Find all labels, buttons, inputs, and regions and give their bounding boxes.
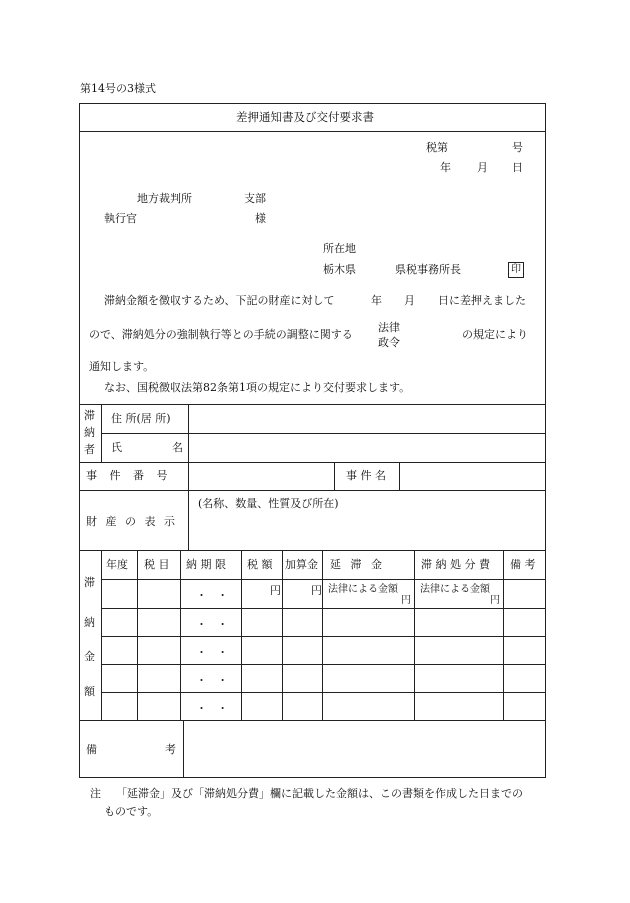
amount-side-3: 金 [84,650,95,663]
delinquent-side-3: 者 [84,443,95,456]
remarks-divider [183,720,184,778]
table-col-line [414,550,415,720]
body-line1-year: 年 [371,294,382,307]
body-line2-end: の規定により [462,328,528,341]
due-date-dots: ・ ・ [196,589,232,602]
case-number-label: 事 件 番 号 [86,469,168,482]
late-fee-yen: 円 [401,595,411,606]
amount-side-4: 額 [84,685,95,698]
disposition-yen: 円 [490,595,500,606]
body-line4: なお、国税徴収法第82条第1項の規定により交付要求します。 [104,381,411,394]
property-label: 財 産 の 表 示 [86,515,175,528]
honorific: 様 [255,212,266,225]
table-col-line [503,550,504,720]
amount-side-2: 納 [84,616,95,629]
disposition-legal: 法律による金額 [420,584,490,595]
header-disposition-cost: 滞 納 処 分 費 [421,558,490,571]
table-header-divider [101,579,546,580]
body-line2: ので、滞納処分の強制執行等との手続の調整に関する [89,328,353,341]
yen-additional: 円 [311,584,322,597]
yen-tax-amount: 円 [270,584,281,597]
address-label: 住 所(居 所) [111,412,171,425]
due-date-dots: ・ ・ [196,646,232,659]
form-number: 第14号の3様式 [80,82,156,95]
note-line1: 「延滞金」及び「滞納処分費」欄に記載した金額は、この書類を作成した日までの [116,787,523,800]
header-late-fee: 延 滞 金 [330,558,382,571]
table-col-line [241,550,242,720]
remarks-label-1: 備 [86,743,97,756]
label-column-divider [188,404,189,550]
table-col-line [101,550,102,720]
document-title: 差押通知書及び交付要求書 [236,110,374,124]
date-day: 日 [512,161,523,174]
remarks-label-2: 考 [165,743,176,756]
body-divider [79,404,546,405]
delinquent-side-divider [101,404,102,462]
branch-label: 支部 [244,192,266,205]
header-notes: 備 考 [510,558,536,571]
delinquent-side-1: 滞 [84,409,95,422]
tax-prefix: 税第 [426,141,448,154]
case-divider-v1 [334,462,335,490]
seal-box: 印 [508,262,524,278]
location-label: 所在地 [323,242,356,255]
table-col-line [322,550,323,720]
ordinance-option: 政令 [378,336,400,349]
body-line1-month: 月 [404,294,415,307]
name-label-2: 名 [172,441,183,454]
delinquent-divider [79,462,546,463]
due-date-dots: ・ ・ [196,618,232,631]
header-additional: 加算金 [285,558,318,571]
due-date-dots: ・ ・ [196,702,232,715]
office-label: 県税事務所長 [395,263,461,276]
due-date-dots: ・ ・ [196,674,232,687]
prefecture-label: 栃木県 [323,263,356,276]
name-label-1: 氏 [111,441,122,454]
table-row-divider [101,692,546,693]
table-col-line [180,550,181,720]
late-fee-legal: 法律による金額 [328,584,398,595]
date-year: 年 [440,161,451,174]
property-hint: (名称、数量、性質及び所在) [198,497,339,510]
case-divider [79,490,546,491]
table-row-divider [101,608,546,609]
body-line1: 滞納金額を徴収するため、下記の財産に対して [104,294,335,307]
law-option: 法律 [378,321,400,334]
title-divider [79,131,546,132]
case-name-label: 事 件 名 [346,469,386,482]
header-due-date: 納 期 限 [186,558,226,571]
table-bottom-divider [79,720,546,721]
officer-label: 執行官 [104,212,137,225]
date-month: 月 [477,161,488,174]
delinquent-side-2: 納 [84,426,95,439]
court-label: 地方裁判所 [137,192,192,205]
note-prefix: 注 [90,787,101,800]
case-divider-v2 [399,462,400,490]
table-row-divider [101,636,546,637]
header-tax-amount: 税 額 [247,558,273,571]
body-line3: 通知します。 [89,360,155,373]
amount-side-1: 滞 [84,576,95,589]
note-line2: ものです。 [104,805,159,818]
table-row-divider [101,664,546,665]
header-fiscal-year: 年度 [106,558,128,571]
property-divider [79,550,546,551]
header-tax-item: 税 目 [144,558,170,571]
table-col-line [137,550,138,720]
number-suffix: 号 [512,141,523,154]
table-col-line [282,550,283,720]
body-line1-end: 日に差押えました [438,294,526,307]
address-divider [101,433,546,434]
